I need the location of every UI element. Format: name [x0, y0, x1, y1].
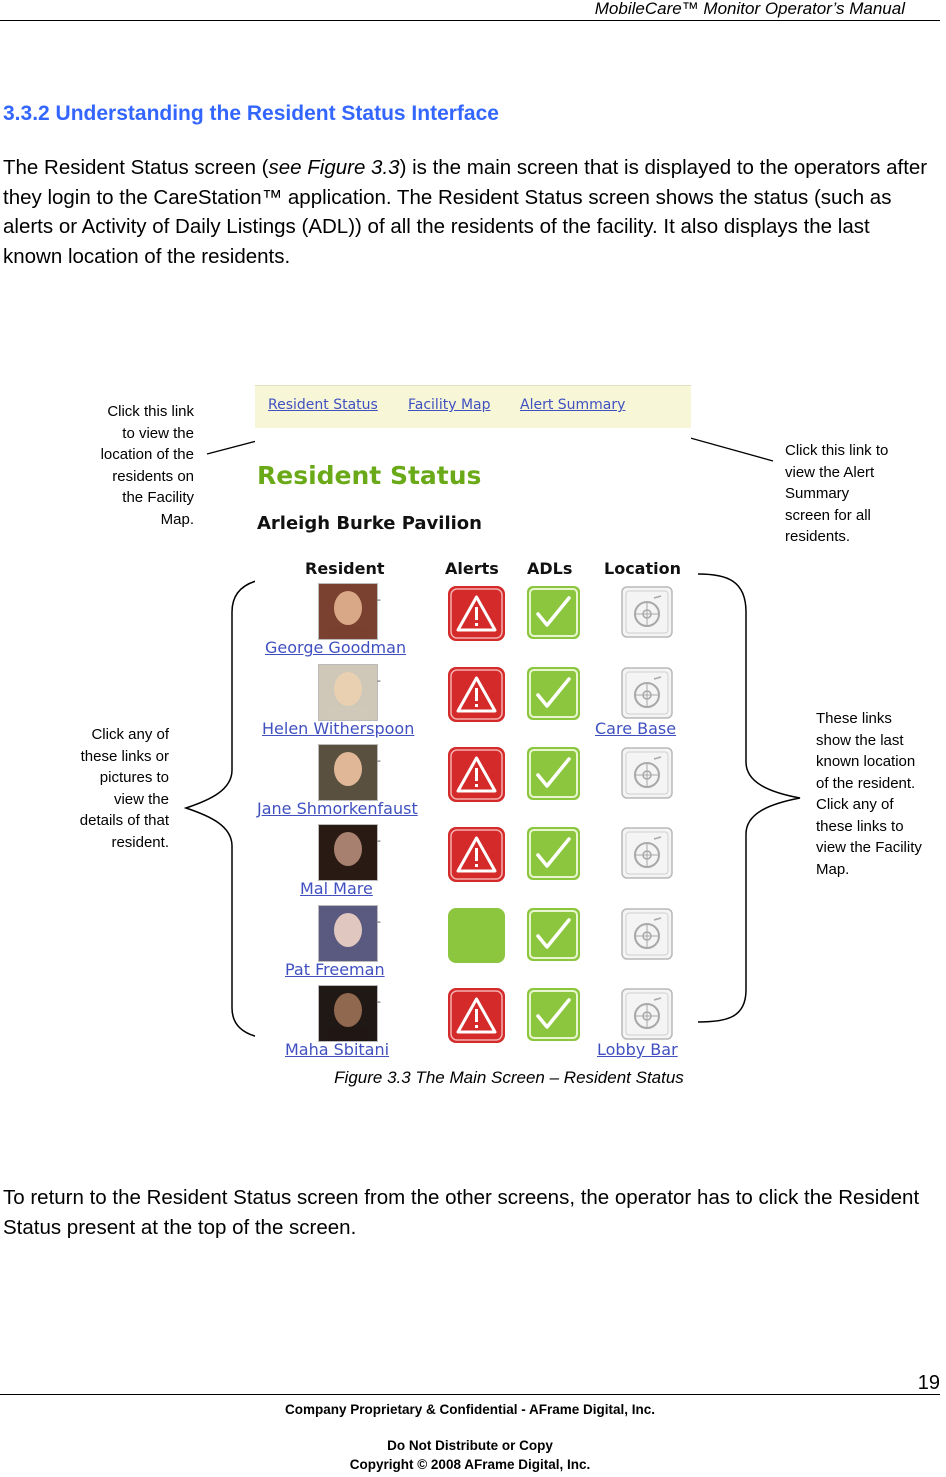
warning-triangle-icon — [448, 667, 505, 722]
alert-warning-button[interactable] — [448, 586, 505, 641]
callout-line: residents. — [785, 528, 851, 545]
callout-line: Map. — [160, 510, 194, 528]
nav-facility-map-link[interactable]: Facility Map — [408, 397, 491, 413]
portrait-icon — [319, 825, 377, 880]
location-map-button[interactable] — [621, 667, 673, 719]
location-map-button[interactable] — [621, 586, 673, 638]
manual-title: MobileCare™ Monitor Operator’s Manual — [594, 0, 905, 18]
warning-triangle-icon — [448, 586, 505, 641]
resident-name-link[interactable]: Helen Witherspoon — [262, 719, 415, 738]
adls-column-header: ADLs — [527, 559, 573, 578]
separator-dash: - — [377, 834, 381, 847]
compass-icon — [621, 827, 673, 879]
alert-summary-callout — [785, 440, 935, 548]
adl-status-button[interactable] — [527, 667, 580, 720]
callout-line: These links — [816, 710, 892, 727]
location-name-link[interactable]: Lobby Bar — [597, 1040, 678, 1059]
checkmark-icon — [527, 908, 580, 961]
callout-line: Summary — [785, 485, 850, 502]
resident-photo[interactable] — [318, 583, 378, 640]
resident-row — [255, 985, 691, 1065]
callout-line: these links or — [80, 747, 169, 765]
resident-status-screenshot — [255, 385, 691, 1063]
footer-confidential: Company Proprietary & Confidential - AFrame Digital, Inc. — [284, 1402, 656, 1417]
callout-line: view the Facility — [816, 839, 922, 856]
callout-line: of the resident. — [816, 774, 916, 792]
callout-line: these links to — [816, 817, 904, 835]
page-number: 19 — [917, 1372, 940, 1394]
resident-photo[interactable] — [318, 985, 378, 1042]
callout-line: location of the — [100, 446, 194, 463]
checkmark-icon — [527, 827, 580, 880]
footer-copyright: Copyright © 2008 AFrame Digital, Inc. — [349, 1457, 591, 1472]
figure-caption: Figure 3.3 The Main Screen – Resident Status — [334, 1068, 684, 1087]
resident-photo[interactable] — [318, 744, 378, 801]
callout-line: view the — [113, 790, 169, 808]
callout-line: Click any of — [91, 726, 169, 743]
footer-rule — [0, 1394, 940, 1395]
top-nav-bar — [255, 385, 691, 428]
callout-line: Map. — [816, 860, 850, 878]
adl-status-button[interactable] — [527, 988, 580, 1041]
location-column-header: Location — [604, 559, 681, 578]
adl-status-button[interactable] — [527, 908, 580, 961]
resident-row — [255, 664, 691, 744]
callout-line: known location — [816, 753, 916, 770]
checkmark-icon — [527, 747, 580, 800]
compass-icon — [621, 586, 673, 638]
callout-line: residents on — [112, 467, 194, 485]
resident-name-link[interactable]: George Goodman — [265, 638, 407, 657]
portrait-icon — [319, 745, 377, 800]
portrait-icon — [319, 986, 377, 1041]
separator-dash: - — [377, 754, 381, 767]
callout-line: view the Alert — [785, 463, 875, 481]
resident-photo[interactable] — [318, 664, 378, 721]
location-column-brace — [698, 574, 800, 1022]
location-map-button[interactable] — [621, 827, 673, 879]
callout-line: show the last — [816, 731, 904, 749]
portrait-icon — [319, 584, 377, 639]
callout-line: resident. — [111, 833, 169, 851]
nav-alert-summary-link[interactable]: Alert Summary — [520, 397, 626, 413]
resident-row — [255, 583, 691, 663]
resident-name-link[interactable]: Maha Sbitani — [285, 1040, 390, 1059]
separator-dash: - — [377, 915, 381, 928]
resident-links-callout — [20, 724, 169, 853]
alert-warning-button[interactable] — [448, 827, 505, 882]
resident-name-link[interactable]: Mal Mare — [300, 879, 373, 898]
location-map-button[interactable] — [621, 747, 673, 799]
resident-row — [255, 905, 691, 985]
intro-text-start: The Resident Status screen ( — [3, 156, 269, 179]
facility-name: Arleigh Burke Pavilion — [257, 513, 482, 534]
resident-photo[interactable] — [318, 905, 378, 962]
warning-triangle-icon — [448, 988, 505, 1043]
compass-icon — [621, 667, 673, 719]
warning-triangle-icon — [448, 827, 505, 882]
compass-icon — [621, 988, 673, 1040]
alerts-column-header: Alerts — [445, 559, 499, 578]
location-links-callout — [816, 708, 946, 880]
alert-warning-button[interactable] — [448, 747, 505, 802]
alert-warning-button[interactable] — [448, 988, 505, 1043]
facility-map-callout — [40, 401, 194, 530]
separator-dash: - — [377, 593, 381, 606]
figure-reference: see Figure 3.3 — [268, 156, 400, 179]
portrait-icon — [319, 665, 377, 720]
screen-title: Resident Status — [257, 461, 482, 490]
location-map-button[interactable] — [621, 908, 673, 960]
adl-status-button[interactable] — [527, 586, 580, 639]
callout-line: screen for all — [785, 506, 871, 524]
warning-triangle-icon — [448, 747, 505, 802]
adl-status-button[interactable] — [527, 747, 580, 800]
nav-resident-status-link[interactable]: Resident Status — [268, 397, 378, 413]
callout-line: Click any of — [816, 796, 894, 813]
checkmark-icon — [527, 667, 580, 720]
location-name-link[interactable]: Care Base — [595, 719, 677, 738]
adl-status-button[interactable] — [527, 827, 580, 880]
checkmark-icon — [527, 586, 580, 639]
resident-row — [255, 744, 691, 824]
compass-icon — [621, 908, 673, 960]
callout-line: to view the — [122, 424, 194, 442]
callout-line: details of that — [79, 812, 169, 829]
checkmark-icon — [527, 988, 580, 1041]
location-map-button[interactable] — [621, 988, 673, 1040]
alert-ok-button[interactable] — [448, 908, 505, 963]
footer-no-distribute: Do Not Distribute or Copy — [387, 1438, 553, 1453]
resident-photo[interactable] — [318, 824, 378, 881]
callout-line: Click this link to — [785, 442, 889, 459]
section-heading: 3.3.2 Understanding the Resident Status Interface — [3, 102, 499, 125]
alert-warning-button[interactable] — [448, 667, 505, 722]
portrait-icon — [319, 906, 377, 961]
resident-column-header: Resident — [305, 559, 385, 578]
resident-name-link[interactable]: Pat Freeman — [285, 960, 385, 979]
separator-dash: - — [377, 674, 381, 687]
compass-icon — [621, 747, 673, 799]
separator-dash: - — [377, 995, 381, 1008]
callout-line: Click this link — [107, 403, 194, 420]
closing-paragraph: To return to the Resident Status screen from the other screens, the operator has to click the Resident Status present at the top of the screen. — [3, 1186, 920, 1239]
resident-row — [255, 824, 691, 904]
callout-line: pictures to — [99, 769, 169, 786]
resident-name-link[interactable]: Jane Shmorkenfaust — [257, 799, 418, 818]
callout-line: the Facility — [122, 489, 194, 506]
intro-text-end: ) is the main screen that is displayed to the operators after they login to the CareStation™ application. The Resident Status screen shows the status (such as alerts or Activity of Daily Listings (ADL)) of all the residents of the facility. It also displays the last known location of the residents. — [3, 156, 928, 268]
